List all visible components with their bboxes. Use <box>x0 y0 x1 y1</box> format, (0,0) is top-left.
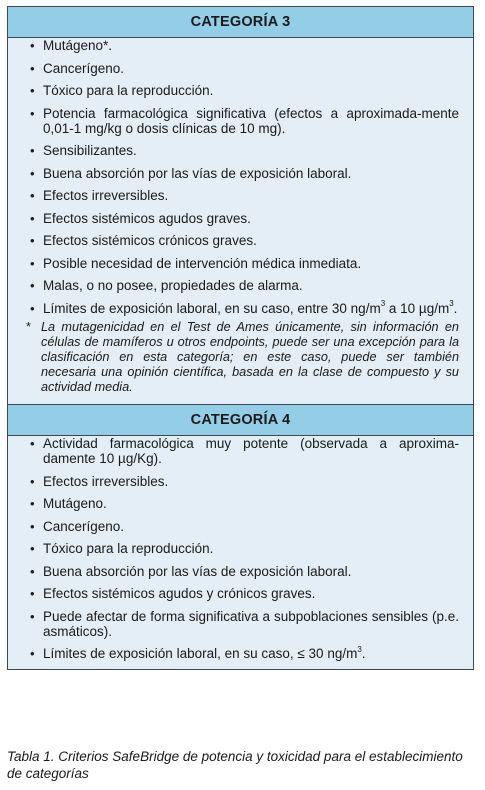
list-item: • Potencia farmacológica significativa (efectos a aproximada-mente 0,01-1 mg/kg o dosis clínicas de 10 mg). <box>30 105 459 136</box>
bullet-icon: • <box>30 436 35 451</box>
bullet-icon: • <box>30 646 35 661</box>
category4-list <box>8 436 473 661</box>
list-item: • Posible necesidad de intervención médica inmediata. <box>30 255 362 271</box>
list-item: • Sensibilizantes. <box>30 143 137 158</box>
bullet-icon: • <box>30 255 35 271</box>
list-item: • Mutágeno. <box>30 496 107 511</box>
list-item: • Cancerígeno. <box>30 60 125 76</box>
category3-title: CATEGORÍA 3 <box>190 14 291 30</box>
bullet-icon: • <box>30 38 35 53</box>
list-item: • Efectos irreversibles. <box>30 473 169 489</box>
list-item: • Efectos sistémicos agudos graves. <box>30 210 251 226</box>
footnote-text: La mutagenicidad en el Test de Ames únicamente, sin información en células de mamíferos u otros endpoints, puede ser una excepción para la clasificación en esta categoría; en este caso, puede ser también necesaria una opinión científica, basada en la clase de compuesto y su actividad media. <box>41 320 459 394</box>
bullet-icon: • <box>30 496 35 511</box>
list-item: • Tóxico para la reproducción. <box>30 541 214 556</box>
list-item: • Tóxico para la reproducción. <box>30 83 214 98</box>
category3-header <box>8 7 473 38</box>
category3-list <box>8 38 473 316</box>
list-item: • Mutágeno*. <box>30 38 113 53</box>
list-item: • Cancerígeno. <box>30 518 125 534</box>
bullet-icon: • <box>30 278 35 293</box>
list-item: • Buena absorción por las vías de exposición laboral. <box>30 165 352 181</box>
list-item: • Efectos sistémicos agudos y crónicos graves. <box>30 586 316 601</box>
category4-title: CATEGORÍA 4 <box>190 412 291 428</box>
bullet-icon: • <box>30 60 35 76</box>
category3-footnote <box>22 320 459 404</box>
list-item: • Buena absorción por las vías de exposición laboral. <box>30 563 352 579</box>
bullet-icon: • <box>30 541 35 556</box>
bullet-icon: • <box>30 563 35 579</box>
bullet-icon: • <box>30 105 35 121</box>
criteria-table <box>7 6 474 670</box>
table-caption: Tabla 1. Criterios SafeBridge de potencia y toxicidad para el establecimiento de categorías <box>7 749 463 781</box>
bullet-icon: • <box>30 473 35 489</box>
exposure-limit-item: • Límites de exposición laboral, en su caso, entre 30 $ng/m^3$ a 10 $\mu g/m^3$. <box>30 299 458 316</box>
category4-header <box>8 404 473 436</box>
list-item: • Efectos sistémicos crónicos graves. <box>30 233 257 248</box>
bullet-icon: • <box>30 586 35 601</box>
bullet-icon: • <box>30 233 35 248</box>
bullet-icon: • <box>30 300 35 316</box>
list-item: • Malas, o no posee, propiedades de alarma. <box>30 278 303 293</box>
list-item: • Puede afectar de forma significativa a subpoblaciones sensibles (p.e. asmáticos). <box>30 608 459 639</box>
exposure-limit-item: • Límites de exposición laboral, en su caso, ≤ 30 $ng/m^3$. <box>30 644 366 661</box>
bullet-icon: • <box>30 188 35 203</box>
list-item: • Actividad farmacológica muy potente (observada a aproxima-damente 10 µg/Kg). <box>30 436 459 466</box>
bullet-icon: • <box>30 165 35 181</box>
footnote-marker: * <box>26 320 31 334</box>
bullet-icon: • <box>30 143 35 158</box>
bullet-icon: • <box>30 608 35 624</box>
bullet-icon: • <box>30 518 35 534</box>
bullet-icon: • <box>30 210 35 226</box>
bullet-icon: • <box>30 83 35 98</box>
list-item: • Efectos irreversibles. <box>30 188 169 203</box>
